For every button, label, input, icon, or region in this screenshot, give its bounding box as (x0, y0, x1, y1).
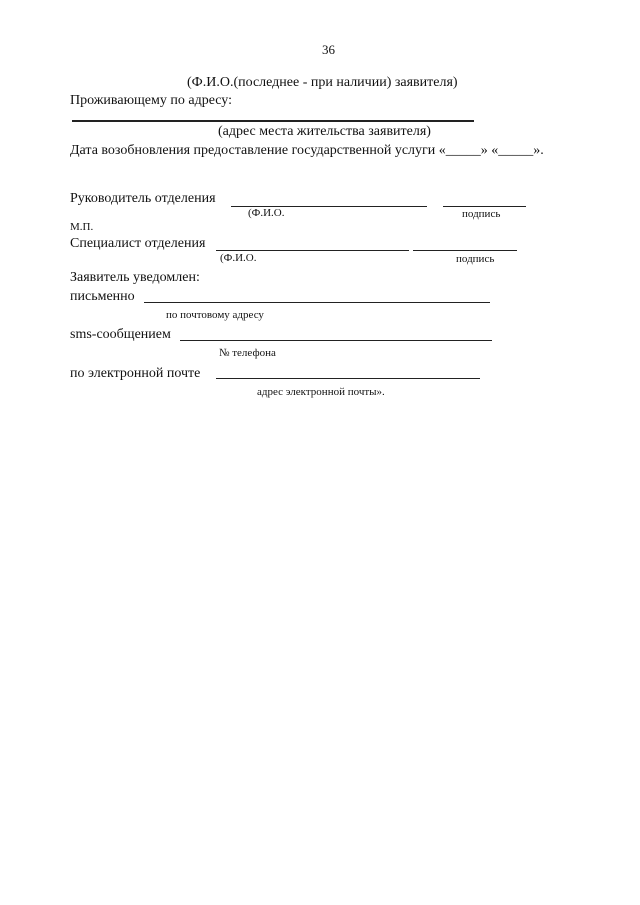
specialist-fio-line (216, 250, 409, 251)
by-mail-line (144, 302, 490, 303)
address-caption: (адрес места жительства заявителя) (218, 124, 431, 139)
specialist-label: Специалист отделения (70, 236, 206, 251)
by-email-caption: адрес электронной почты». (257, 386, 385, 398)
resume-date-label: Дата возобновления предоставление государственной услуги «_____» «_____». (70, 143, 544, 158)
by-email-line (216, 378, 480, 379)
address-line (72, 120, 474, 122)
specialist-fio-caption: (Ф.И.О. (220, 252, 257, 264)
stamp-label: М.П. (70, 221, 94, 233)
notification-title: Заявитель уведомлен: (70, 270, 200, 285)
head-of-department-label: Руководитель отделения (70, 191, 216, 206)
page-number: 36 (322, 42, 335, 57)
specialist-signature-caption: подпись (456, 253, 495, 265)
by-sms-label: sms-сообщением (70, 327, 171, 342)
by-sms-line (180, 340, 492, 341)
by-sms-caption: № телефона (219, 347, 276, 359)
head-fio-caption: (Ф.И.О. (248, 207, 285, 219)
by-mail-caption: по почтовому адресу (166, 309, 264, 321)
head-signature-caption: подпись (462, 208, 501, 220)
specialist-signature-line (413, 250, 517, 251)
head-signature-line (443, 206, 526, 207)
by-mail-label: письменно (70, 289, 135, 304)
applicant-fio-caption: (Ф.И.О.(последнее - при наличии) заявителя) (187, 75, 458, 90)
by-email-label: по электронной почте (70, 366, 201, 381)
address-label: Проживающему по адресу: (70, 93, 233, 108)
